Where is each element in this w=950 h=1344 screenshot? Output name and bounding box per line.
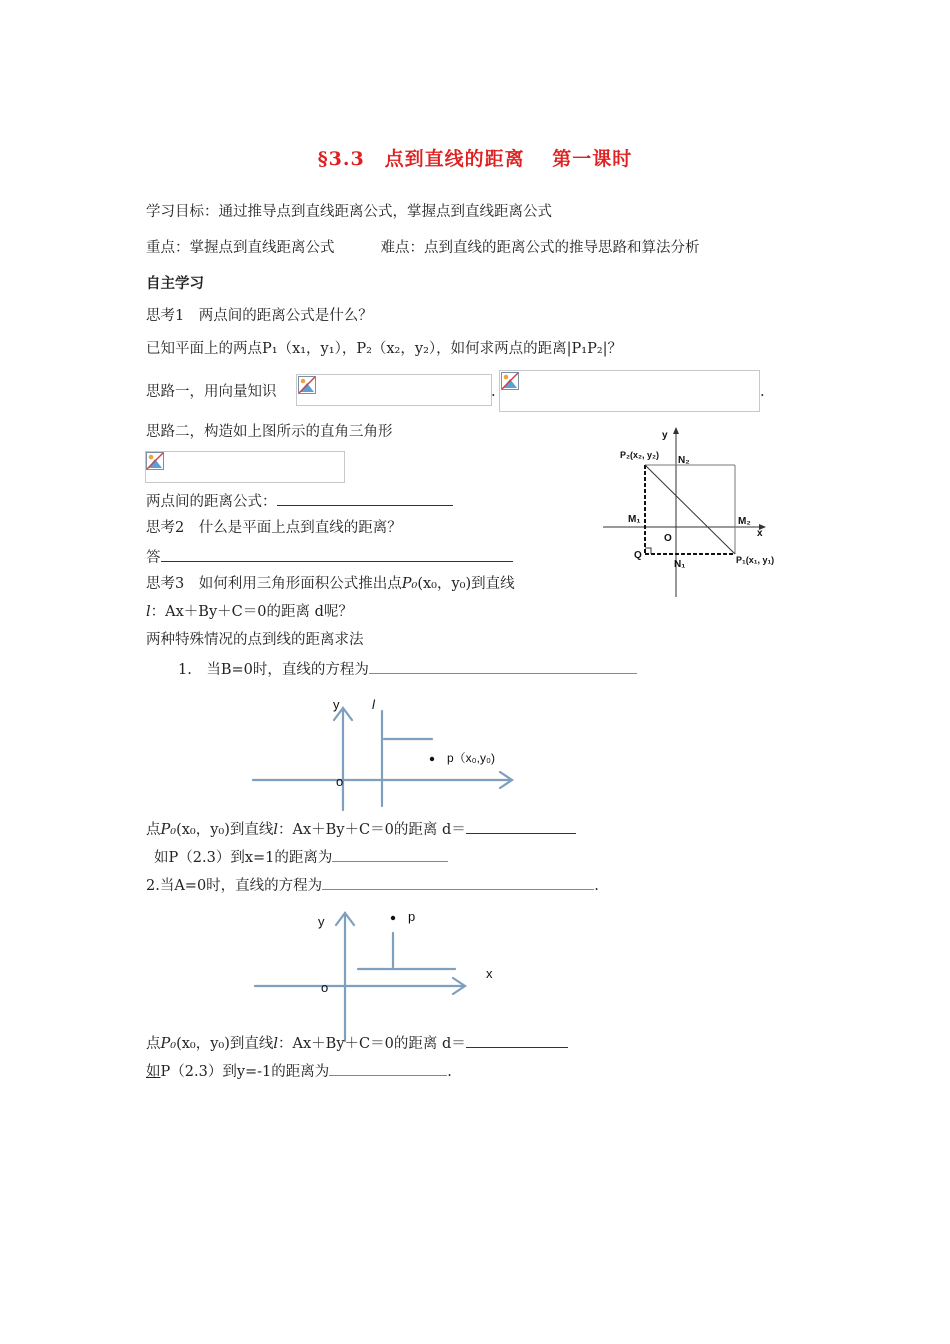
- point-p2-label: P₂(x₂, y₂): [620, 450, 660, 460]
- point-coords: (x₀，y₀): [176, 822, 230, 838]
- answer-blank[interactable]: [277, 490, 453, 506]
- idea1: 思路一，用向量知识: [146, 384, 277, 400]
- case1-line: [178, 658, 637, 680]
- y-arrow: [673, 427, 679, 434]
- key-points-line: [146, 238, 700, 258]
- think3: [146, 574, 515, 594]
- horizontal-line-figure: [250, 905, 510, 1043]
- idea2: 思路二，构造如上图所示的直角三角形: [146, 424, 393, 440]
- axis-label-x: x: [486, 966, 493, 981]
- text: 点: [146, 1036, 161, 1052]
- point-p0: P₀: [160, 822, 177, 838]
- line-equation: ：Ax＋By＋C＝0的距离 d呢？: [150, 604, 353, 620]
- point-p-label: p（x₀,y₀): [447, 751, 495, 765]
- key-point: 重点：掌握点到直线距离公式: [146, 240, 335, 256]
- text: ：Ax＋By＋C＝0的距离 d＝: [278, 1036, 466, 1052]
- line-l: l: [273, 822, 279, 838]
- answer-blank[interactable]: [466, 1032, 568, 1048]
- answer-blank[interactable]: [332, 846, 448, 862]
- think1-question: 已知平面上的两点P₁（x₁，y₁），P₂（x₂，y₂），如何求两点的距离|P₁P₂|？: [146, 341, 623, 357]
- answer-blank[interactable]: [322, 874, 594, 890]
- distance-formula-line: [146, 490, 453, 512]
- point-n1-label: N₁: [674, 559, 686, 570]
- vertical-line-figure: [250, 692, 530, 812]
- line-l: l: [146, 604, 151, 620]
- point-p0: P₀: [160, 1036, 177, 1052]
- point-p: [391, 916, 395, 920]
- text: 到直线: [229, 1036, 274, 1052]
- broken-image-icon: [298, 376, 316, 394]
- point-p-label: p: [408, 909, 416, 924]
- point-p0: P₀: [401, 576, 418, 592]
- section-heading: 自主学习: [146, 275, 204, 292]
- period-1: .: [491, 384, 496, 400]
- think1: 思考1 两点间的距离公式是什么？: [146, 308, 373, 324]
- case1-example-line: [154, 846, 448, 868]
- text: 到直线: [229, 822, 274, 838]
- axis-label-x: x: [757, 528, 763, 539]
- point-coords: (x₀，y₀): [417, 576, 472, 592]
- special-cases: 两种特殊情况的点到线的距离求法: [146, 632, 364, 648]
- answer-blank[interactable]: [466, 818, 576, 834]
- distance-formula-label: 两点间的距离公式：: [146, 494, 277, 510]
- line-l: l: [273, 1036, 279, 1052]
- difficulty: 难点：点到直线的距离公式的推导思路和算法分析: [380, 240, 700, 256]
- case2-distance: [146, 1032, 568, 1054]
- think3-line: [146, 602, 353, 622]
- origin-label: O: [664, 533, 672, 544]
- case2-example-line: [146, 1060, 452, 1082]
- case2-line: [146, 874, 599, 896]
- formula-image-2: [499, 370, 760, 412]
- answer-line: [146, 546, 513, 568]
- case2: 2.当A=0时，直线的方程为: [146, 878, 323, 894]
- think3-text-2: 到直线: [471, 576, 515, 592]
- page-title: §3.3 点到直线的距离 第一课时: [317, 148, 633, 170]
- point-p1-label: P₁(x₁, y₁): [736, 555, 775, 565]
- think2: 思考2 什么是平面上点到直线的距离？: [146, 520, 402, 536]
- think3-text: 思考3 如何利用三角形面积公式推出点: [146, 576, 402, 592]
- point-coords: (x₀，y₀): [176, 1036, 230, 1052]
- broken-image-icon: [146, 452, 164, 470]
- axis-label-y: y: [662, 430, 668, 441]
- point-m1-label: M₁: [628, 514, 641, 525]
- formula-image-1: [296, 374, 492, 406]
- answer-label: 答: [146, 550, 161, 566]
- point-n2-label: N₂: [678, 455, 690, 466]
- broken-image-icon: [501, 372, 519, 390]
- point-m2-label: M₂: [738, 516, 751, 527]
- origin-label: o: [336, 774, 344, 789]
- line-label-l: l: [372, 697, 375, 712]
- point-q-label: Q: [634, 550, 642, 561]
- answer-blank[interactable]: [161, 546, 513, 562]
- case1-distance: [146, 818, 576, 840]
- formula-image-3: [145, 451, 345, 483]
- period: .: [594, 878, 599, 894]
- axis-label-y: y: [333, 697, 340, 712]
- period: .: [447, 1064, 452, 1080]
- case2-example: P（2.3）到y=-1的距离为: [160, 1064, 330, 1080]
- origin-label: o: [321, 980, 329, 995]
- case2-example-prefix: 如: [146, 1064, 161, 1080]
- axis-label-y: y: [318, 914, 325, 929]
- answer-blank[interactable]: [329, 1060, 447, 1076]
- hypotenuse: [645, 465, 735, 554]
- case1-example: 如P（2.3）到x=1的距离为: [154, 850, 333, 866]
- right-triangle-figure: [598, 425, 798, 600]
- answer-blank[interactable]: [369, 658, 637, 674]
- period-2: .: [760, 384, 765, 400]
- text: 点: [146, 822, 161, 838]
- case1: 1. 当B=0时，直线的方程为: [178, 662, 369, 678]
- point-p: [430, 757, 434, 761]
- objective: 学习目标：通过推导点到直线距离公式，掌握点到直线距离公式: [146, 204, 552, 220]
- text: ：Ax＋By＋C＝0的距离 d＝: [278, 822, 466, 838]
